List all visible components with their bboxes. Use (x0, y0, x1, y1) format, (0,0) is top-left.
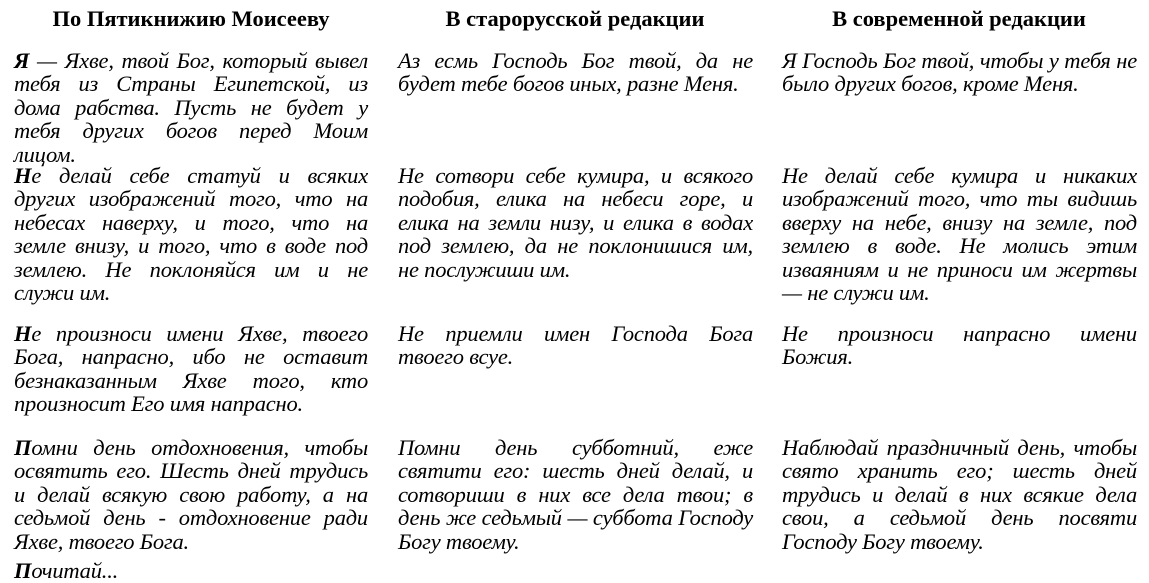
cell-text: очитай... (31, 558, 119, 583)
commandment-3-pentateuch (14, 322, 368, 416)
commandment-4-pentateuch (14, 436, 368, 553)
drop-letter: Н (14, 163, 32, 188)
header-modern: В современной редакции (832, 6, 1086, 31)
header-old-russian: В старорусской редакции (445, 6, 705, 31)
commandment-2-modern: Не делай себе кумира и никаких изображений того, что ты видишь вверху на небе, внизу на земле, под землею в воде. Не молись этим изваяниям и не приноси им жертвы — не служи им. (782, 163, 1137, 306)
commandment-5-pentateuch (14, 559, 368, 582)
cell-text: — Яхве, твой Бог, который вывел тебя из Страны Египетской, из дома рабства. Пусть не будет у тебя других богов перед Моим лицом. (14, 48, 368, 167)
header-pentateuch: По Пятикнижию Моисееву (52, 6, 330, 31)
cell-text: омни день отдохновения, чтобы освятить его. Шесть дней трудись и делай всякую свою работу, а на седьмой день - отдохновение ради Яхве, твоего Бога. (14, 435, 368, 554)
commandment-4-old-russian: Помни день субботний, еже святити его: шесть дней делай, и сотвориши в них все дела твои; в день же седьмый — суббота Господу Богу твоему. (398, 435, 753, 554)
drop-letter: Я (14, 48, 30, 73)
commandment-4-modern: Наблюдай праздничный день, чтобы свято хранить его; шесть дней трудись и делай в них всякие дела свои, а седьмой день посвяти Господу Богу твоему. (782, 435, 1137, 554)
cell-text: е делай себе статуй и всяких других изображений того, что на небесах наверху, и того, что на земле внизу, и того, что в воде под землею. Не поклоняйся им и не служи им. (14, 163, 368, 306)
drop-letter: Н (14, 321, 32, 346)
commandment-1-modern: Я Господь Бог твой, чтобы у тебя не было других богов, кроме Меня. (782, 48, 1137, 97)
drop-letter: П (14, 558, 32, 583)
commandment-1-pentateuch (14, 49, 368, 166)
commandment-3-modern: Не произноси напрасно имени Божия. (782, 321, 1137, 370)
commandment-3-old-russian: Не приемли имен Господа Бога твоего всуе. (398, 321, 753, 370)
drop-letter: П (14, 435, 32, 460)
commandment-2-pentateuch (14, 164, 368, 304)
commandment-1-old-russian: Аз есмь Господь Бог твой, да не будет тебе богов иных, разне Меня. (398, 48, 753, 97)
commandment-2-old-russian: Не сотвори себе кумира, и всякого подобия, елика на небеси горе, и елика на земли низу, и елика в водах под землею, да не поклонишися им, не послужиши им. (398, 163, 753, 282)
cell-text: е произноси имени Яхве, твоего Бога, напрасно, ибо не оставит безнаказанным Яхве того, кто произносит Его имя напрасно. (14, 321, 368, 417)
